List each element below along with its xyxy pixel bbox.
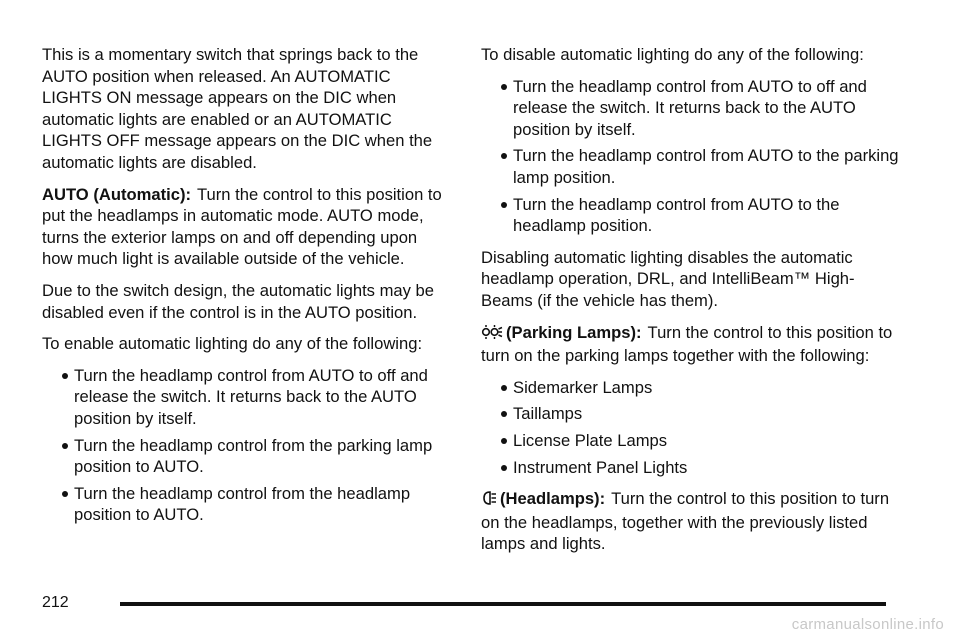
list-item: Turn the headlamp control from AUTO to off and release the switch. It returns back to the AUTO position by itself. xyxy=(481,76,901,141)
headlamps-description: Turn the control to this position to turn on the headlamps, together with the previously listed lamps and lights. xyxy=(481,489,890,554)
auto-paragraph xyxy=(42,184,452,270)
disable-list xyxy=(481,76,901,237)
parking-lamps-term: (Parking Lamps): xyxy=(506,322,642,342)
list-item: Turn the headlamp control from AUTO to the parking lamp position. xyxy=(481,145,901,188)
parking-lamp-icon xyxy=(481,324,503,346)
auto-term: AUTO (Automatic): xyxy=(42,184,192,204)
list-item: Sidemarker Lamps xyxy=(481,377,901,399)
parking-lamps-list xyxy=(481,377,901,478)
list-item: Taillamps xyxy=(481,403,901,425)
headlamps-term: (Headlamps): xyxy=(500,489,606,509)
list-item: Turn the headlamp control from AUTO to off and release the switch. It returns back to the AUTO position by itself. xyxy=(42,365,452,430)
watermark: carmanualsonline.info xyxy=(791,616,944,633)
list-item: Instrument Panel Lights xyxy=(481,457,901,479)
left-column xyxy=(42,44,452,536)
list-item: License Plate Lamps xyxy=(481,430,901,452)
switch-design-paragraph: Due to the switch design, the automatic lights may be disabled even if the control is in the AUTO position. xyxy=(42,280,435,322)
enable-list xyxy=(42,365,452,526)
disabling-note: Disabling automatic lighting disables the automatic headlamp operation, DRL, and IntelliBeam™ High-Beams (if the vehicle has them). xyxy=(481,247,855,310)
parking-lamps-paragraph xyxy=(481,322,901,367)
disable-intro: To disable automatic lighting do any of the following: xyxy=(481,45,864,64)
auto-description: Turn the control to this position to put the headlamps in automatic mode. AUTO mode, turns the exterior lamps on and off depending upon how much light is available outside of the vehicle. xyxy=(42,184,442,269)
parking-lamps-description: Turn the control to this position to turn on the parking lamps together with the following: xyxy=(481,322,893,366)
headlamps-paragraph xyxy=(481,488,901,555)
list-item: Turn the headlamp control from the parking lamp position to AUTO. xyxy=(42,435,452,478)
intro-paragraph: This is a momentary switch that springs back to the AUTO position when released. An AUTOMATIC LIGHTS ON message appears on the DIC when automatic lights are enabled or an AUTOMATIC LIGHTS OFF message appears on the DIC when the automatic lights are disabled. xyxy=(42,45,433,172)
list-item: Turn the headlamp control from the headlamp position to AUTO. xyxy=(42,483,452,526)
list-item: Turn the headlamp control from AUTO to the headlamp position. xyxy=(481,194,901,237)
enable-intro: To enable automatic lighting do any of the following: xyxy=(42,334,423,354)
headlamp-icon xyxy=(481,490,497,512)
right-column xyxy=(481,44,901,565)
page-number: 212 xyxy=(42,594,69,611)
footer-rule xyxy=(120,602,886,606)
